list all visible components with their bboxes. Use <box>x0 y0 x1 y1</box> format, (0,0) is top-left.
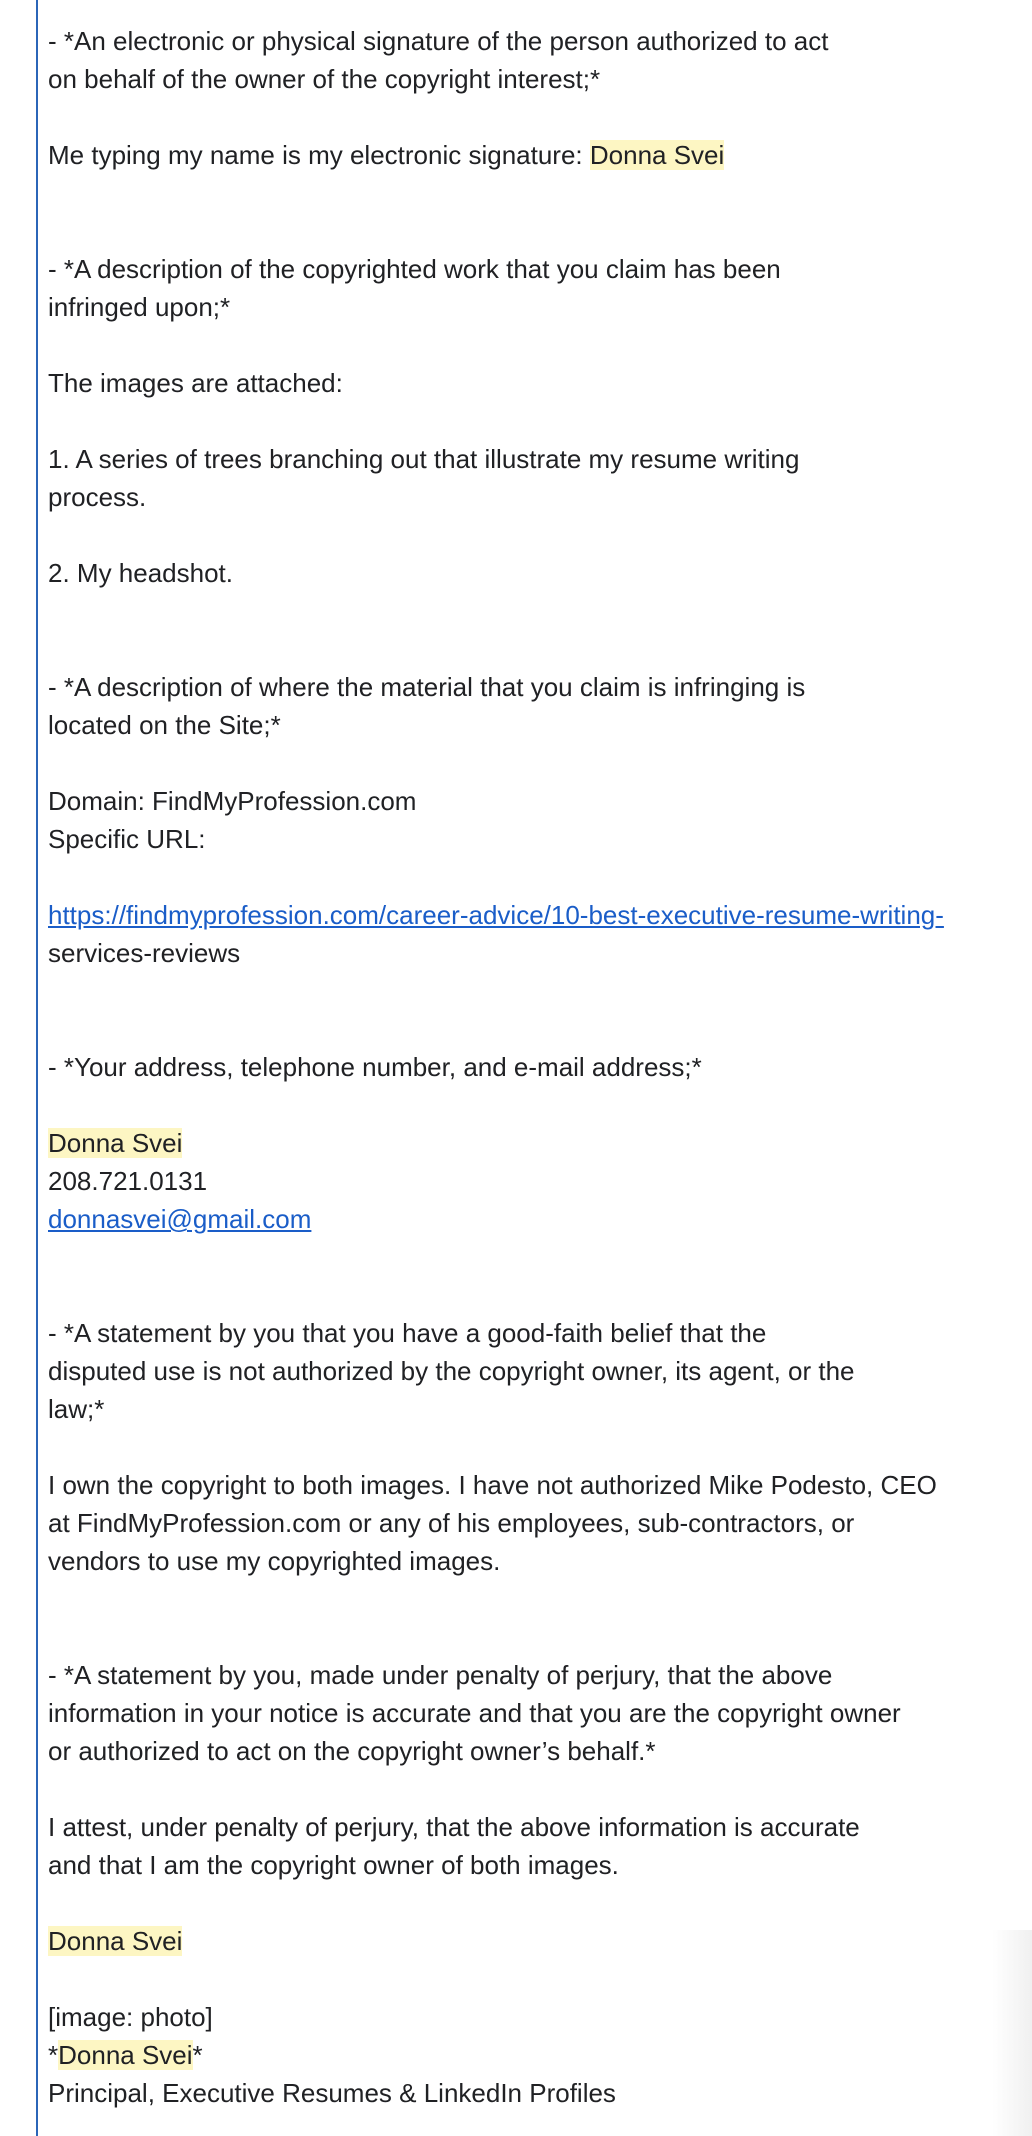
text-line: at FindMyProfession.com or any of his employees, sub-contractors, or <box>48 1508 855 1538</box>
footer-name-highlight: Donna Svei <box>58 2040 193 2070</box>
location-heading <box>48 668 1008 744</box>
quoted-text-bar <box>36 0 38 2136</box>
text-line: or authorized to act on the copyright owner’s behalf.* <box>48 1736 656 1766</box>
email-line <box>48 1200 1008 1238</box>
footer-signature-name <box>48 2036 1008 2074</box>
url-label: Specific URL: <box>48 824 206 854</box>
good-faith-response <box>48 1466 1008 1580</box>
star-open: * <box>48 2040 59 2070</box>
list-item-headshot: 2. My headshot. <box>48 558 233 588</box>
contact-heading: - *Your address, telephone number, and e-mail address;* <box>48 1052 702 1082</box>
star-close: * <box>192 2040 203 2070</box>
email-body <box>48 22 1008 2112</box>
text-line: I own the copyright to both images. I have not authorized Mike Podesto, CEO <box>48 1470 937 1500</box>
work-heading <box>48 250 1008 326</box>
text-line: vendors to use my copyrighted images. <box>48 1546 501 1576</box>
signature-name-highlight: Donna Svei <box>589 140 725 170</box>
good-faith-heading <box>48 1314 1008 1428</box>
infringing-url-link[interactable]: https://findmyprofession.com/career-advice/10-best-executive-resume-writing- <box>48 900 944 930</box>
footer-signature-title: Principal, Executive Resumes & LinkedIn Profiles <box>48 2078 616 2108</box>
images-attached-text: The images are attached: <box>48 368 343 398</box>
url-continuation: services-reviews <box>48 938 241 968</box>
contact-name <box>48 1124 1008 1162</box>
text-line: 1. A series of trees branching out that illustrate my resume writing <box>48 444 800 474</box>
domain-text: Domain: FindMyProfession.com <box>48 786 417 816</box>
text-line: located on the Site;* <box>48 710 281 740</box>
signature-image-placeholder: [image: photo] <box>48 2002 213 2032</box>
url-line <box>48 896 1008 934</box>
text-line: on behalf of the owner of the copyright interest;* <box>48 64 601 94</box>
email-link[interactable]: donnasvei@gmail.com <box>48 1204 312 1234</box>
signature-heading <box>48 22 1008 98</box>
perjury-heading <box>48 1656 1008 1770</box>
signed-name-highlight: Donna Svei <box>48 1926 183 1956</box>
text-line: - *A description of where the material that you claim is infringing is <box>48 672 806 702</box>
signature-response-prefix: Me typing my name is my electronic signature: <box>48 140 590 170</box>
text-line: information in your notice is accurate and that you are the copyright owner <box>48 1698 901 1728</box>
text-line: process. <box>48 482 147 512</box>
contact-phone: 208.721.0131 <box>48 1166 208 1196</box>
text-line: - *A statement by you that you have a good-faith belief that the <box>48 1318 767 1348</box>
text-line: - *A statement by you, made under penalty of perjury, that the above <box>48 1660 833 1690</box>
text-line: - *A description of the copyrighted work that you claim has been <box>48 254 781 284</box>
text-line: I attest, under penalty of perjury, that the above information is accurate <box>48 1812 860 1842</box>
text-line: law;* <box>48 1394 105 1424</box>
perjury-response <box>48 1808 1008 1884</box>
text-line: - *An electronic or physical signature of the person authorized to act <box>48 26 829 56</box>
list-item-trees <box>48 440 1008 516</box>
perjury-signed-name <box>48 1922 1008 1960</box>
contact-name-highlight: Donna Svei <box>48 1128 183 1158</box>
text-line: infringed upon;* <box>48 292 231 322</box>
text-line: and that I am the copyright owner of both images. <box>48 1850 619 1880</box>
signature-response <box>48 136 1008 174</box>
text-line: disputed use is not authorized by the copyright owner, its agent, or the <box>48 1356 855 1386</box>
